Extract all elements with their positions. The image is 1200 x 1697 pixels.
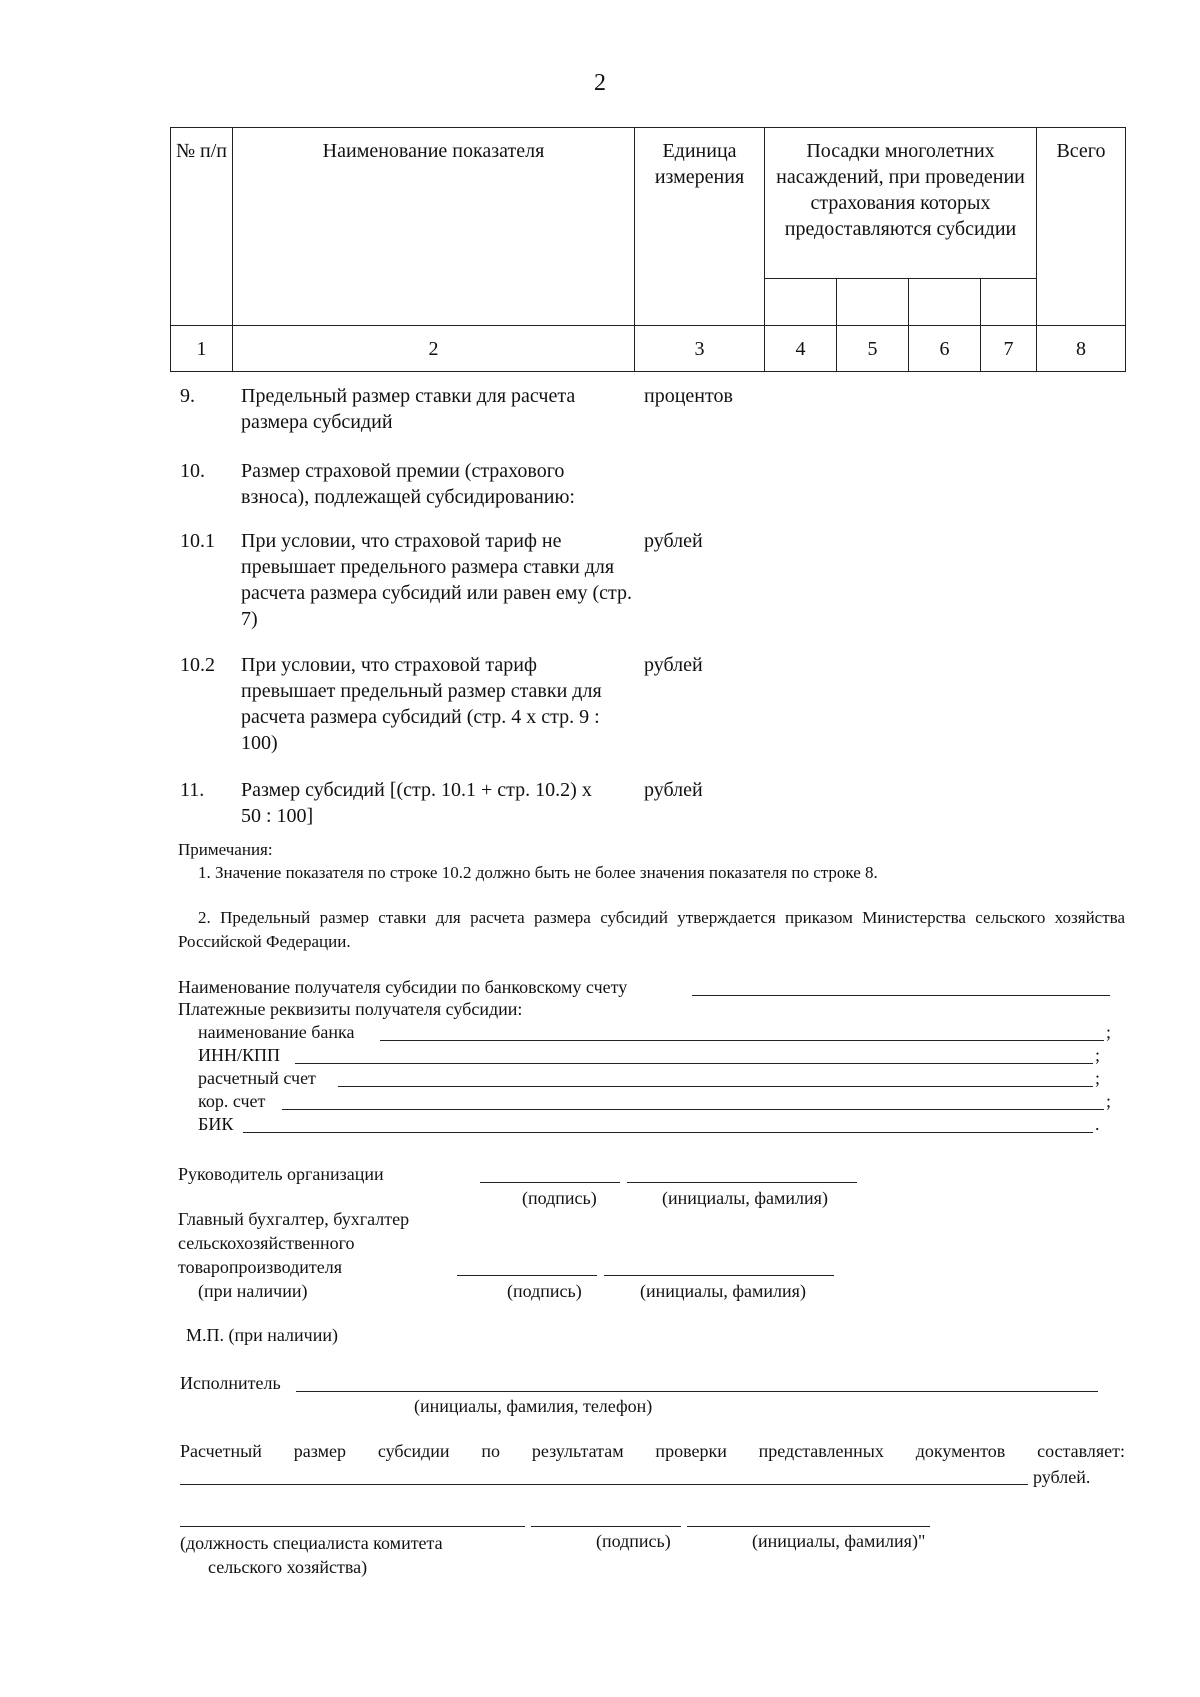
header-unit: Единица измерения bbox=[635, 128, 765, 326]
bank-name-field[interactable] bbox=[380, 1040, 1104, 1041]
row-9-unit: процентов bbox=[644, 385, 733, 407]
specialist-signature-field[interactable] bbox=[531, 1526, 681, 1527]
accountant-label-2: сельскохозяйственного bbox=[178, 1233, 355, 1253]
row-11-text: Размер субсидий [(стр. 10.1 + стр. 10.2) x 50 : 100] bbox=[241, 779, 592, 827]
bik-field[interactable] bbox=[243, 1132, 1093, 1133]
semicolon: ; bbox=[1095, 1068, 1101, 1088]
column-number: 6 bbox=[909, 326, 981, 372]
row-10-2-unit: рублей bbox=[644, 654, 703, 676]
corr-account-field[interactable] bbox=[282, 1109, 1104, 1110]
semicolon: ; bbox=[1106, 1022, 1112, 1042]
executor-label: Исполнитель bbox=[180, 1373, 281, 1393]
column-number: 4 bbox=[765, 326, 837, 372]
row-10-number: 10. bbox=[180, 460, 205, 482]
semicolon: ; bbox=[1106, 1091, 1112, 1111]
row-10-2-number: 10.2 bbox=[180, 654, 215, 676]
specialist-initials-field[interactable] bbox=[687, 1526, 930, 1527]
inn-kpp-field[interactable] bbox=[295, 1063, 1093, 1064]
signature-hint: (подпись) bbox=[507, 1281, 582, 1301]
initials-hint: (инициалы, фамилия) bbox=[662, 1188, 828, 1208]
account-label: расчетный счет bbox=[198, 1068, 316, 1088]
accountant-signature-field[interactable] bbox=[457, 1275, 597, 1276]
account-field[interactable] bbox=[338, 1086, 1093, 1087]
notes-title: Примечания: bbox=[178, 840, 273, 859]
header-total: Всего bbox=[1037, 128, 1126, 326]
header-num: № п/п bbox=[171, 128, 233, 326]
specialist-label-2: сельского хозяйства) bbox=[208, 1557, 368, 1577]
recipient-field[interactable] bbox=[692, 995, 1110, 996]
head-initials-field[interactable] bbox=[627, 1182, 857, 1183]
head-signature-field[interactable] bbox=[480, 1182, 620, 1183]
row-10-2-text: При условии, что страховой тариф превышает предельный размер ставки для расчета размера субсидий (стр. 4 x стр. 9 : 100) bbox=[241, 654, 602, 754]
bik-label: БИК bbox=[198, 1114, 234, 1134]
column-number: 2 bbox=[233, 326, 635, 372]
row-10-1-number: 10.1 bbox=[180, 530, 215, 552]
executor-field[interactable] bbox=[296, 1391, 1098, 1392]
specialist-label-1: (должность специалиста комитета bbox=[180, 1533, 443, 1553]
indicator-table-header bbox=[170, 127, 1126, 372]
row-11-unit: рублей bbox=[644, 779, 703, 801]
row-10-1-unit: рублей bbox=[644, 530, 703, 552]
accountant-initials-field[interactable] bbox=[604, 1275, 834, 1276]
subheader-cell bbox=[765, 279, 837, 326]
column-number: 8 bbox=[1037, 326, 1126, 372]
subheader-cell bbox=[909, 279, 981, 326]
note-1: 1. Значение показателя по строке 10.2 должно быть не более значения показателя по строке 8. bbox=[198, 863, 878, 882]
column-number: 5 bbox=[837, 326, 909, 372]
subheader-cell bbox=[837, 279, 909, 326]
calc-text: Расчетный размер субсидии по результатам проверки представленных документов составляет: bbox=[180, 1441, 1125, 1461]
corr-account-label: кор. счет bbox=[198, 1091, 266, 1111]
specialist-initials-hint: (инициалы, фамилия)" bbox=[752, 1531, 926, 1551]
column-number: 1 bbox=[171, 326, 233, 372]
executor-hint: (инициалы, фамилия, телефон) bbox=[414, 1396, 653, 1416]
rubles-label: рублей. bbox=[1033, 1467, 1091, 1487]
specialist-position-field[interactable] bbox=[180, 1526, 525, 1527]
header-plantings: Посадки многолетних насаждений, при проведении страхования которых предоставляются субсидии bbox=[765, 128, 1037, 279]
column-number: 3 bbox=[635, 326, 765, 372]
row-11-number: 11. bbox=[180, 779, 205, 801]
row-10-text: Размер страховой премии (страхового взноса), подлежащей субсидированию: bbox=[241, 460, 575, 508]
calc-amount-field[interactable] bbox=[180, 1484, 1028, 1485]
note-2: 2. Предельный размер ставки для расчета размера субсидий утверждается приказом Министерства сельского хозяйства Российской Федерации. bbox=[178, 908, 1125, 951]
head-label: Руководитель организации bbox=[178, 1164, 384, 1184]
specialist-signature-hint: (подпись) bbox=[596, 1531, 671, 1551]
recipient-label: Наименование получателя субсидии по банковскому счету bbox=[178, 977, 628, 997]
semicolon: ; bbox=[1095, 1045, 1101, 1065]
row-10-1-text: При условии, что страховой тариф не превышает предельного размера ставки для расчета размера субсидий или равен ему (стр. 7) bbox=[241, 530, 632, 630]
header-name: Наименование показателя bbox=[233, 128, 635, 326]
period: . bbox=[1095, 1114, 1100, 1134]
column-number: 7 bbox=[981, 326, 1037, 372]
accountant-label-4: (при наличии) bbox=[198, 1281, 308, 1301]
inn-kpp-label: ИНН/КПП bbox=[198, 1045, 281, 1065]
requisites-label: Платежные реквизиты получателя субсидии: bbox=[178, 999, 523, 1019]
bank-name-label: наименование банка bbox=[198, 1022, 355, 1042]
page-number: 2 bbox=[594, 70, 606, 96]
accountant-label-3: товаропроизводителя bbox=[178, 1257, 343, 1277]
signature-hint: (подпись) bbox=[522, 1188, 597, 1208]
accountant-label-1: Главный бухгалтер, бухгалтер bbox=[178, 1209, 410, 1229]
row-9-text: Предельный размер ставки для расчета размера субсидий bbox=[241, 385, 576, 433]
row-9-number: 9. bbox=[180, 385, 195, 407]
initials-hint: (инициалы, фамилия) bbox=[640, 1281, 806, 1301]
stamp-label: М.П. (при наличии) bbox=[186, 1325, 338, 1345]
subheader-cell bbox=[981, 279, 1037, 326]
